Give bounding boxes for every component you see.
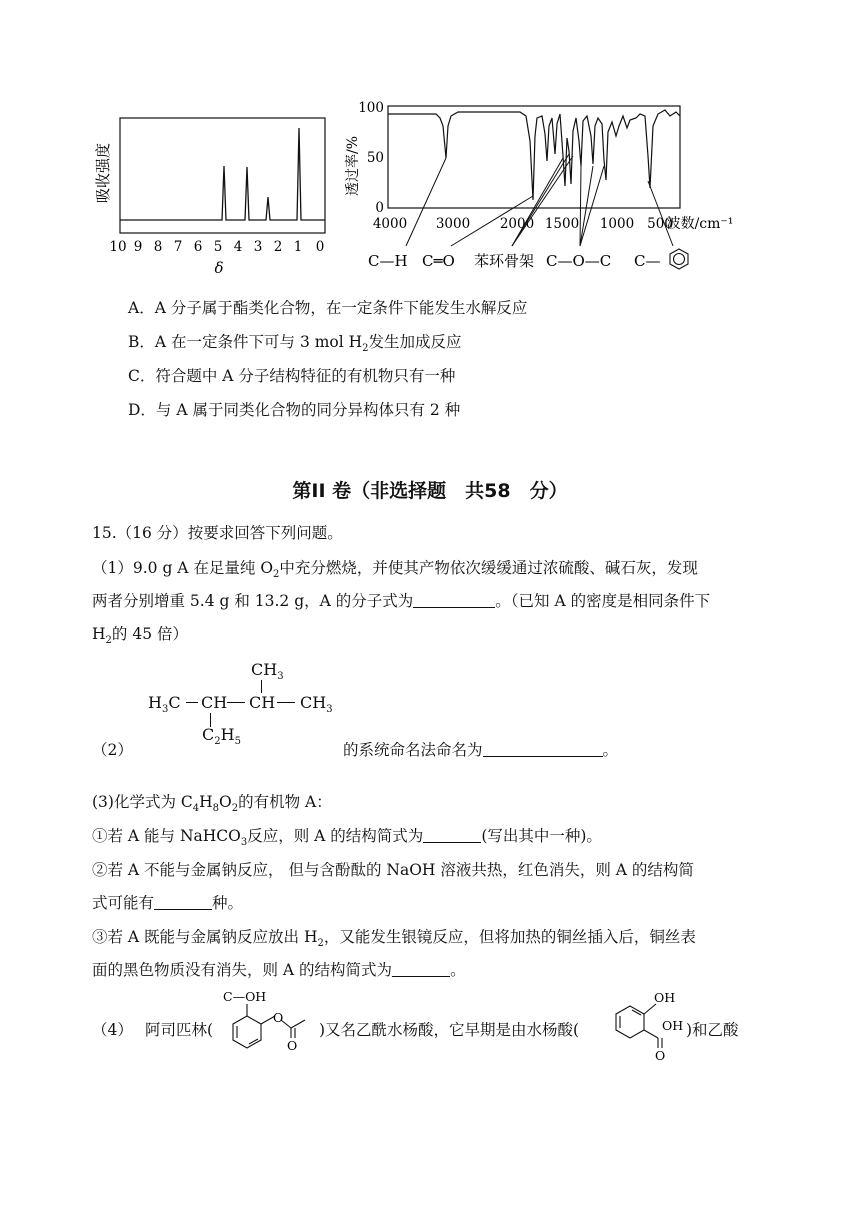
answer-blank[interactable] bbox=[423, 826, 481, 843]
text: 的系统命名法命名为 bbox=[343, 741, 483, 759]
ir-xtick: 1000 bbox=[599, 216, 635, 232]
nmr-xticks bbox=[109, 239, 324, 255]
ir-yticks bbox=[358, 100, 384, 216]
ir-annotation-coc: C—O—C bbox=[546, 252, 612, 270]
salicylic-oh: OH bbox=[654, 990, 676, 1005]
ir-annotation-ch: C—H bbox=[368, 252, 408, 270]
text: H bbox=[92, 625, 106, 643]
nmr-tick: 10 bbox=[109, 239, 127, 255]
text: 。（已知 A 的密度是相同条件下 bbox=[495, 592, 711, 610]
option-b-text-end: 发生加成反应 bbox=[368, 333, 462, 351]
ir-xtick: 500 bbox=[647, 216, 673, 232]
nmr-tick: 7 bbox=[173, 239, 183, 255]
c2h5: $C_2H_5$ bbox=[202, 725, 241, 748]
nmr-spectrum bbox=[88, 108, 338, 278]
q15-part1-line1 bbox=[92, 556, 698, 580]
nmr-ylabel: 吸收强度 bbox=[94, 142, 112, 203]
q15-part1-line2 bbox=[92, 589, 710, 611]
ir-annotation-ring: 苯环骨架 bbox=[474, 252, 535, 270]
nmr-tick: 3 bbox=[253, 239, 263, 255]
bond bbox=[261, 680, 262, 693]
text: 的 45 倍） bbox=[111, 625, 188, 643]
text: 中充分燃烧，并使其产物依次缓缓通过浓硫酸、碱石灰，发现 bbox=[279, 559, 698, 577]
q15-part3-2-line2: 式可能有 种。 bbox=[92, 894, 244, 912]
ir-xlabel: 波数/cm⁻¹ bbox=[666, 216, 734, 232]
q15-part3-1: ①若 A 能与 NaHCO$_3$反应，则 A 的结构简式为 (写出其中一种)。 bbox=[92, 827, 602, 849]
subscript: 2 bbox=[273, 569, 280, 581]
option-b-text: B．A 在一定条件下可与 3 mol H bbox=[128, 333, 363, 351]
option-a: A．A 分子属于酯类化合物，在一定条件下能发生水解反应 bbox=[128, 299, 528, 317]
answer-blank[interactable] bbox=[483, 740, 603, 757]
ir-annotations bbox=[368, 252, 660, 270]
q15-part4-b: )又名乙酰水杨酸，它早期是由水杨酸( bbox=[319, 1021, 580, 1039]
aspirin-carbonyl-o: O bbox=[287, 1038, 298, 1053]
text: （1）9.0 g A 在足量纯 O bbox=[92, 559, 274, 577]
structural-formula bbox=[148, 660, 348, 750]
nmr-tick: 1 bbox=[293, 239, 303, 255]
text: 两者分别增重 5.4 g 和 13.2 g，A 的分子式为 bbox=[92, 592, 414, 610]
text: 。 bbox=[602, 741, 619, 759]
nmr-trace bbox=[120, 128, 325, 220]
aspirin-cooh: C—OH bbox=[223, 989, 267, 1004]
nmr-tick: 9 bbox=[133, 239, 143, 255]
ir-trace bbox=[388, 110, 680, 200]
answer-blank[interactable] bbox=[413, 591, 495, 608]
ch3-top: $CH_3$ bbox=[251, 660, 284, 683]
aspirin-structure bbox=[217, 986, 327, 1058]
nmr-xlabel: δ bbox=[214, 259, 224, 277]
q15-part2 bbox=[343, 738, 618, 760]
answer-blank[interactable] bbox=[154, 893, 212, 910]
ir-spectrum bbox=[340, 96, 760, 276]
nmr-tick: 6 bbox=[193, 239, 203, 255]
ch-1: CH bbox=[201, 693, 228, 712]
ir-xtick: 2000 bbox=[499, 216, 535, 232]
q15-head: 15.（16 分）按要求回答下列问题。 bbox=[92, 524, 343, 542]
q15-part1-line3 bbox=[92, 622, 188, 646]
salicylic-acid-structure bbox=[600, 986, 700, 1062]
q15-part4-a: 阿司匹林( bbox=[145, 1021, 214, 1039]
salicylic-cooh: OH bbox=[662, 1018, 684, 1033]
nmr-tick: 5 bbox=[213, 239, 223, 255]
q15-part3-3-line2: 面的黑色物质没有消失，则 A 的结构简式为 。 bbox=[92, 961, 466, 979]
option-c: C．符合题中 A 分子结构特征的有机物只有一种 bbox=[128, 367, 456, 385]
aspirin-ester-o: O bbox=[273, 1010, 284, 1025]
bond bbox=[186, 702, 198, 703]
subscript: 2 bbox=[362, 343, 369, 355]
ir-xtick: 3000 bbox=[435, 216, 471, 232]
section-title: 第II 卷（非选择题 共58 分） bbox=[292, 480, 568, 502]
salicylic-carbonyl-o: O bbox=[655, 1048, 666, 1062]
ch3-right: $CH_3$ bbox=[300, 693, 333, 716]
q15-part3-2-line1: ②若 A 不能与金属钠反应， 但与含酚酞的 NaOH 溶液共热，红色消失，则 A 的结构简 bbox=[92, 861, 694, 879]
ch-2: CH bbox=[249, 693, 276, 712]
option-d: D．与 A 属于同类化合物的同分异构体只有 2 种 bbox=[128, 401, 461, 419]
answer-blank[interactable] bbox=[392, 960, 450, 977]
ir-xtick: 1500 bbox=[544, 216, 580, 232]
ir-ytick: 0 bbox=[375, 200, 384, 216]
ir-xtick: 4000 bbox=[372, 216, 408, 232]
bond bbox=[227, 702, 245, 703]
bond bbox=[277, 702, 295, 703]
q15-part4-num: （4） bbox=[92, 1021, 133, 1039]
h3c: $H_3C$ bbox=[148, 693, 181, 716]
ir-leaders bbox=[406, 154, 673, 246]
q15-part2-num: （2） bbox=[92, 741, 133, 759]
nmr-tick: 0 bbox=[315, 239, 325, 255]
benzene-ring-icon bbox=[670, 249, 688, 269]
option-b bbox=[128, 330, 462, 354]
ir-annotation-cbenzene: C— bbox=[634, 252, 661, 270]
subscript: 2 bbox=[105, 635, 112, 647]
nmr-tick: 2 bbox=[273, 239, 283, 255]
ir-ytick: 100 bbox=[358, 100, 384, 116]
ir-ytick: 50 bbox=[366, 150, 384, 166]
q15-part4-c: )和乙酸 bbox=[686, 1021, 739, 1039]
q15-part3-3-line1: ③若 A 既能与金属钠反应放出 $H_2$，又能发生银镜反应，但将加热的铜丝插入后，铜丝表 bbox=[92, 928, 696, 950]
nmr-tick: 4 bbox=[233, 239, 243, 255]
ir-ylabel: 透过率/% bbox=[345, 135, 361, 196]
nmr-tick: 8 bbox=[153, 239, 163, 255]
ir-annotation-co: C═O bbox=[422, 252, 455, 270]
q15-part3-head: (3)化学式为 $C_4H_8O_2$的有机物 A： bbox=[92, 793, 332, 815]
